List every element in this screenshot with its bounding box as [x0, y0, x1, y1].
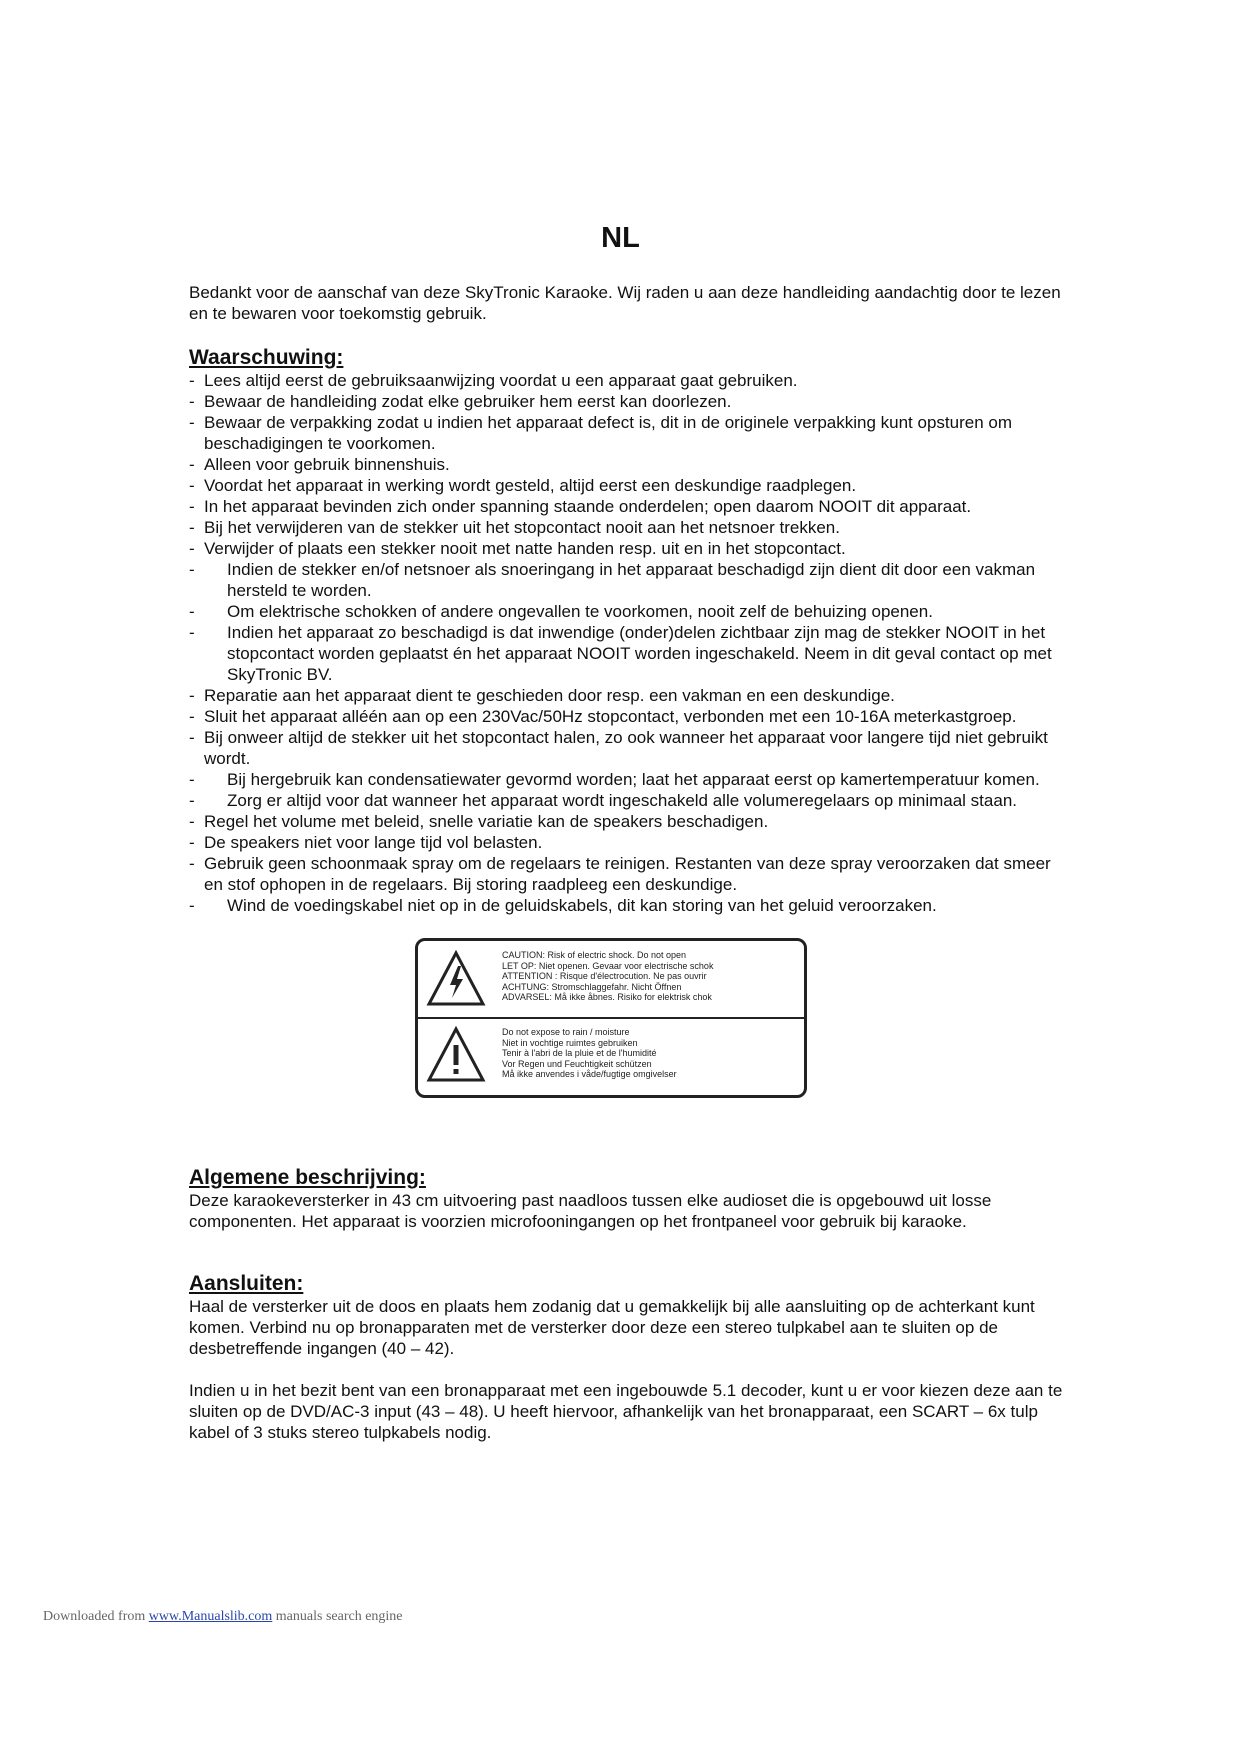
connect-paragraph: Indien u in het bezit bent van een bronapparaat met een ingebouwde 5.1 decoder, kunt u er voor kiezen deze aan te sluiten op de DVD/AC-3 input (43 – 48). U heeft hiervoor, afhankelijk van het bronapparaat, een SCART – 6x tulp kabel of 3 stuks stereo tulpkabels nodig. [189, 1381, 1063, 1442]
exclamation-warning-icon [426, 1025, 486, 1085]
shock-warning-text [502, 950, 792, 1003]
moisture-warning-line: Må ikke anvendes i våde/fugtige omgivelser [502, 1069, 677, 1079]
warning-item: - Bij het verwijderen van de stekker uit het stopcontact nooit aan het netsnoer trekken. [189, 517, 1069, 538]
warning-heading: Waarschuwing: [189, 346, 344, 369]
shock-warning-line: ADVARSEL: Må ikke åbnes. Risiko for elektrisk chok [502, 992, 712, 1002]
warning-item: - Alleen voor gebruik binnenshuis. [189, 454, 1069, 475]
warning-item: - Voordat het apparaat in werking wordt gesteld, altijd eerst een deskundige raadplegen. [189, 475, 1069, 496]
moisture-warning-line: Tenir à l'abri de la pluie et de l'humidité [502, 1048, 657, 1058]
caution-label [415, 938, 807, 1098]
warning-item: - Bij onweer altijd de stekker uit het stopcontact halen, zo ook wanneer het apparaat voor langere tijd niet gebruikt wordt. [189, 727, 1069, 769]
warning-item: - In het apparaat bevinden zich onder spanning staande onderdelen; open daarom NOOIT dit apparaat. [189, 496, 1069, 517]
warning-item: - Reparatie aan het apparaat dient te geschieden door resp. een vakman en een deskundige. [189, 685, 1069, 706]
warning-item: - Om elektrische schokken of andere ongevallen te voorkomen, nooit zelf de behuizing openen. [189, 601, 1069, 622]
moisture-warning-text [502, 1027, 792, 1080]
electric-shock-warning-icon [426, 949, 486, 1009]
shock-warning-line: ACHTUNG: Stromschlaggefahr. Nicht Öffnen [502, 981, 682, 992]
moisture-warning-line: Vor Regen und Feuchtigkeit schützen [502, 1058, 652, 1069]
download-footer [43, 1609, 403, 1625]
shock-warning-line: CAUTION: Risk of electric shock. Do not open [502, 950, 687, 960]
warning-item: - Sluit het apparaat alléén aan op een 230Vac/50Hz stopcontact, verbonden met een 10-16A meterkastgroep. [189, 706, 1069, 727]
warning-item [189, 412, 1069, 454]
warning-item-text: - Bewaar de verpakking zodat u indien het apparaat defect is, dit in de originele verpakking kunt opsturen om beschadigingen te voorkomen. [204, 413, 1012, 453]
warning-item: - Gebruik geen schoonmaak spray om de regelaars te reinigen. Restanten van deze spray veroorzaken dat smeer en stof ophopen in de regelaars. Bij storing raadpleeg een deskundige. [189, 853, 1069, 895]
general-heading: Algemene beschrijving: [189, 1166, 426, 1189]
shock-warning-line: LET OP: Niet openen. Gevaar voor electrische schok [502, 960, 714, 971]
warning-item: - Lees altijd eerst de gebruiksaanwijzing voordat u een apparaat gaat gebruiken. [189, 370, 1069, 391]
warning-item: - Verwijder of plaats een stekker nooit met natte handen resp. uit en in het stopcontact. [189, 538, 1069, 559]
moisture-warning-line: Do not expose to rain / moisture [502, 1027, 630, 1037]
intro-paragraph: Bedankt voor de aanschaf van deze SkyTronic Karaoke. Wij raden u aan deze handleiding aandachtig door te lezen en te bewaren voor toekomstig gebruik. [189, 283, 1061, 323]
warning-item: - Bewaar de handleiding zodat elke gebruiker hem eerst kan doorlezen. [189, 391, 1069, 412]
language-heading: NL [601, 222, 640, 254]
warning-item: - Indien het apparaat zo beschadigd is dat inwendige (onder)delen zichtbaar zijn mag de stekker NOOIT in het stopcontact worden geplaatst én het apparaat NOOIT worden ingeschakeld. Neem in dit geval contact op met SkyTronic BV. [189, 622, 1069, 685]
connect-paragraph: Haal de versterker uit de doos en plaats hem zodanig dat u gemakkelijk bij alle aansluiting op de achterkant kunt komen. Verbind nu op bronapparaten met de versterker door deze een stereo tulpkabel aan te sluiten op de desbetreffende ingangen (40 – 42). [189, 1297, 1035, 1358]
shock-warning-line: ATTENTION : Risque d'électrocution. Ne pas ouvrir [502, 971, 707, 981]
warning-item: - Zorg er altijd voor dat wanneer het apparaat wordt ingeschakeld alle volumeregelaars op minimaal staan. [189, 790, 1069, 811]
warning-item: - Bij hergebruik kan condensatiewater gevormd worden; laat het apparaat eerst op kamertemperatuur komen. [189, 769, 1069, 790]
warning-item: - Indien de stekker en/of netsnoer als snoeringang in het apparaat beschadigd zijn dient dit door een vakman hersteld te worden. [189, 559, 1069, 601]
caution-divider [418, 1017, 804, 1019]
warning-item: - De speakers niet voor lange tijd vol belasten. [189, 832, 1069, 853]
connect-heading: Aansluiten: [189, 1272, 304, 1295]
warning-item: - Wind de voedingskabel niet op in de geluidskabels, dit kan storing van het geluid veroorzaken. [189, 895, 1069, 916]
warning-list [189, 370, 1069, 916]
footer-suffix: manuals search engine [275, 1609, 403, 1624]
manualslib-link[interactable]: www.Manualslib.com [148, 1609, 273, 1624]
page-content [189, 282, 1069, 1443]
moisture-warning-line: Niet in vochtige ruimtes gebruiken [502, 1037, 638, 1048]
warning-item: - Regel het volume met beleid, snelle variatie kan de speakers beschadigen. [189, 811, 1069, 832]
footer-prefix: Downloaded from [43, 1609, 146, 1624]
general-paragraph: Deze karaokeversterker in 43 cm uitvoering past naadloos tussen elke audioset die is opgebouwd uit losse componenten. Het apparaat is voorzien microfooningangen op het frontpaneel voor gebruik bij karaoke. [189, 1191, 992, 1231]
